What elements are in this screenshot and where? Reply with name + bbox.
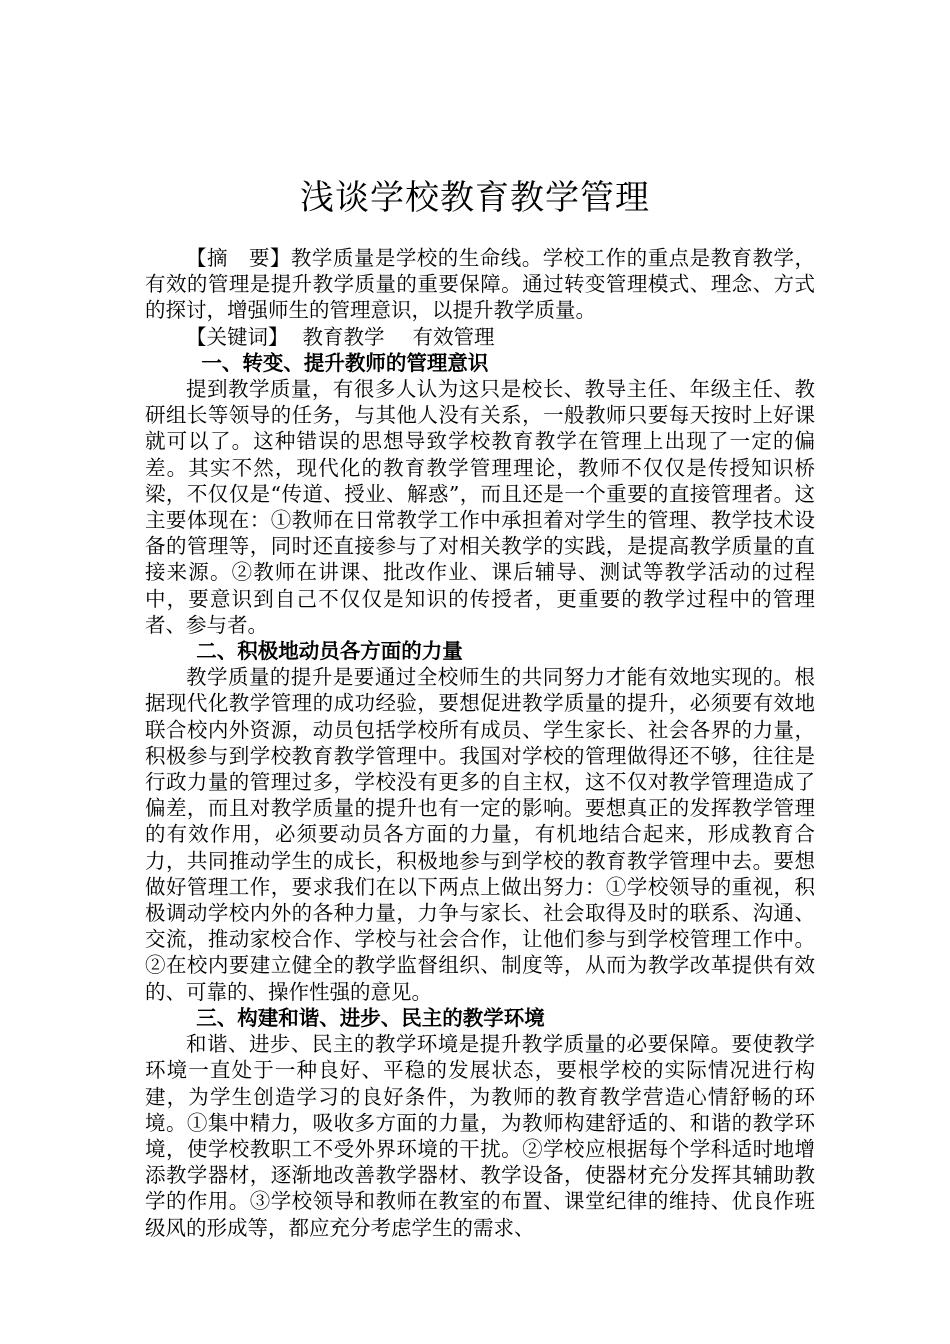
page-title: 浅谈学校教育教学管理 <box>300 177 650 218</box>
article-body <box>145 245 815 1241</box>
section-paragraph: 教学质量的提升是要通过全校师生的共同努力才能有效地实现的。根据现代化教学管理的成功经验，要想促进教学质量的提升，必须要有效地联合校内外资源，动员包括学校所有成员、学生家长、社会各界的力量，积极参与到学校教育教学管理中。我国对学校的管理做得还不够，往往是行政力量的管理过多，学校没有更多的自主权，这不仅对教学管理造成了偏差，而且对教学质量的提升也有一定的影响。要想真正的发挥教学管理的有效作用，必须要动员各方面的力量，有机地结合起来，形成教育合力，共同推动学生的成长，积极地参与到学校的教育教学管理中去。要想做好管理工作，要求我们在以下两点上做出努力：①学校领导的重视，积极调动学校内外的各种力量，力争与家长、社会取得及时的联系、沟通、交流，推动家校合作、学校与社会合作，让他们参与到学校管理工作中。②在校内要建立健全的教学监督组织、制度等，从而为教学改革提供有效的、可靠的、操作性强的意见。 <box>145 665 815 1004</box>
keywords-line <box>145 324 815 350</box>
section-paragraph: 提到教学质量，有很多人认为这只是校长、教导主任、年级主任、教研组长等领导的任务，与其他人没有关系，一般教师只要每天按时上好课就可以了。这种错误的思想导致学校教育教学在管理上出现了一定的偏差。其实不然，现代化的教育教学管理理论，教师不仅仅是传授知识桥梁，不仅仅是“传道、授业、解惑”，而且还是一个重要的直接管理者。这主要体现在：①教师在日常教学工作中承担着对学生的管理、教学技术设备的管理等，同时还直接参与了对相关教学的实践，是提高教学质量的直接来源。②教师在讲课、批改作业、课后辅导、测试等教学活动的过程中，要意识到自己不仅仅是知识的传授者，更重要的教学过程中的管理者、参与者。 <box>145 377 815 637</box>
keyword-item: 教育教学 <box>302 324 385 349</box>
abstract-paragraph: 【摘 要】教学质量是学校的生命线。学校工作的重点是教育教学，有效的管理是提升教学质量的重要保障。通过转变管理模式、理念、方式的探讨，增强师生的管理意识，以提升教学质量。 <box>145 246 815 323</box>
section-paragraph: 和谐、进步、民主的教学环境是提升教学质量的必要保障。要使教学环境一直处于一种良好、平稳的发展状态，要根学校的实际情况进行构建，为学生创造学习的良好条件，为教师的教育教学营造心情舒畅的环境。①集中精力，吸收多方面的力量，为教师构建舒适的、和谐的教学环境，使学校教职工不受外界环境的干扰。②学校应根据每个学科适时地增添教学器材，逐渐地改善教学器材、教学设备，使器材充分发挥其辅助教学的作用。③学校领导和教师在教室的布置、课堂纪律的维持、优良作班级风的形成等，都应充分考虑学生的需求、 <box>145 1032 815 1240</box>
section-heading: 三、构建和谐、进步、民主的教学环境 <box>196 1005 545 1030</box>
section-heading: 一、转变、提升教师的管理意识 <box>201 350 489 375</box>
keyword-item: 有效管理 <box>412 324 495 349</box>
section-heading: 二、积极地动员各方面的力量 <box>196 639 463 664</box>
keywords-label: 【关键词】 <box>186 324 289 349</box>
